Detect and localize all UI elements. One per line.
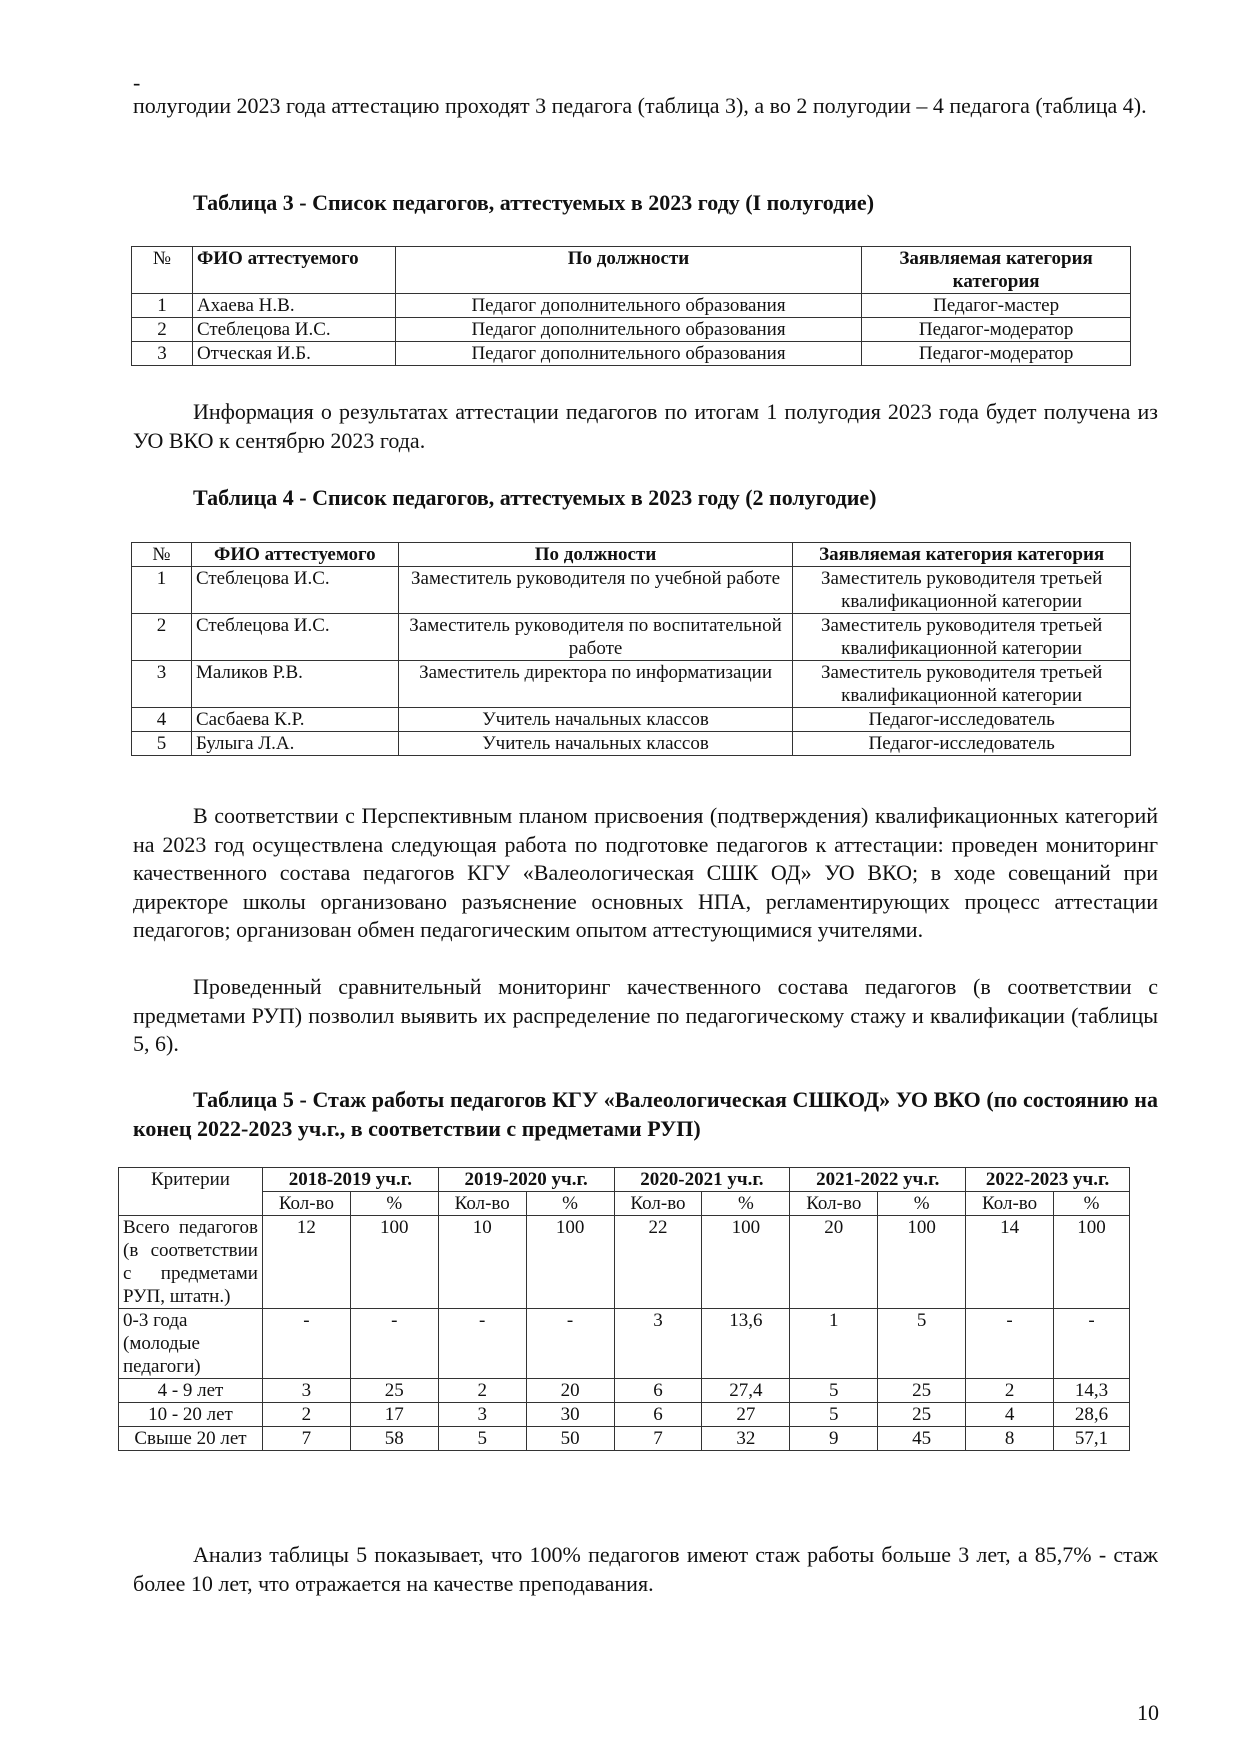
table-cell: 100: [350, 1216, 438, 1309]
table5-subheader: Кол-во: [262, 1192, 350, 1216]
table-cell: Заместитель руководителя третьей квалификационной категории: [793, 661, 1131, 708]
row-label: 4 - 9 лет: [119, 1379, 263, 1403]
table-cell: 7: [614, 1427, 702, 1451]
table3-caption: Таблица 3 - Список педагогов, аттестуемых в 2023 году (I полугодие): [193, 190, 875, 215]
table5-caption: Таблица 5 - Стаж работы педагогов КГУ «Валеологическая СШКОД» УО ВКО (по состоянию на конец 2022-2023 уч.г., в соответствии с предметами РУП): [133, 1087, 1158, 1141]
intro-paragraph: полугодии 2023 года аттестацию проходят 3 педагога (таблица 3), а во 2 полугодии – 4 педагога (таблица 4).: [133, 93, 1147, 118]
table-row: [119, 1379, 1130, 1403]
table-cell: Заместитель руководителя третьей квалификационной категории: [793, 567, 1131, 614]
table4-header-cell: Заявляемая категория категория: [793, 543, 1131, 567]
table5-criteria-header: Критерии: [119, 1168, 263, 1216]
table3-header-cell: По должности: [395, 247, 861, 294]
table-cell: 27: [702, 1403, 790, 1427]
table-cell: Педагог дополнительного образования: [395, 294, 861, 318]
table3: [131, 246, 1131, 366]
table-cell: Педагог-модератор: [862, 318, 1131, 342]
table5-subheader: Кол-во: [614, 1192, 702, 1216]
table-cell: 28,6: [1054, 1403, 1130, 1427]
table-cell: 17: [350, 1403, 438, 1427]
table4-header-cell: №: [132, 543, 192, 567]
table-cell: 22: [614, 1216, 702, 1309]
table-cell: 14: [966, 1216, 1054, 1309]
table3-header-cell: №: [132, 247, 193, 294]
table-cell: -: [1054, 1309, 1130, 1379]
table5-year-header: 2022-2023 уч.г.: [966, 1168, 1130, 1192]
table-row: [132, 732, 1131, 756]
table-cell: 3: [132, 661, 192, 708]
table-cell: 7: [262, 1427, 350, 1451]
table5-year-header-row: [119, 1168, 1130, 1192]
table4-header-cell: ФИО аттестуемого: [191, 543, 398, 567]
table-row: [132, 614, 1131, 661]
table-cell: 8: [966, 1427, 1054, 1451]
table5-subheader: %: [702, 1192, 790, 1216]
table-cell: Педагог-модератор: [862, 342, 1131, 366]
paragraph-preparation: В соответствии с Перспективным планом присвоения (подтверждения) квалификационных категорий на 2023 год осуществлена следующая работа по подготовке педагогов к аттестации: проведен мониторинг качественного состава педагогов КГУ «Валеологическая СШК ОД» УО ВКО; в ходе совещаний при директоре школы организовано разъяснение основных НПА, регламентирующих процесс аттестации педагогов; организован обмен педагогическим опытом аттестующимися учителями.: [133, 803, 1158, 942]
table-row: [132, 294, 1131, 318]
table-cell: 1: [132, 294, 193, 318]
table5-subheader: Кол-во: [438, 1192, 526, 1216]
table-row: [132, 318, 1131, 342]
table-cell: -: [966, 1309, 1054, 1379]
table-cell: 6: [614, 1379, 702, 1403]
table-cell: Отческая И.Б.: [192, 342, 395, 366]
table-cell: Педагог-исследователь: [793, 732, 1131, 756]
table-row: [132, 567, 1131, 614]
table5-year-header: 2019-2020 уч.г.: [438, 1168, 614, 1192]
row-label: 10 - 20 лет: [119, 1403, 263, 1427]
table-cell: 5: [132, 732, 192, 756]
table-cell: 27,4: [702, 1379, 790, 1403]
table3-header-cell: Заявляемая категория категория: [862, 247, 1131, 294]
table-cell: 1: [790, 1309, 878, 1379]
table-cell: 3: [262, 1379, 350, 1403]
table5-subheader: %: [1054, 1192, 1130, 1216]
table-cell: Заместитель руководителя третьей квалификационной категории: [793, 614, 1131, 661]
table-cell: 30: [526, 1403, 614, 1427]
table-cell: 100: [1054, 1216, 1130, 1309]
table-cell: Педагог дополнительного образования: [395, 342, 861, 366]
table-cell: 6: [614, 1403, 702, 1427]
table-cell: Маликов Р.В.: [191, 661, 398, 708]
table-row: [119, 1216, 1130, 1309]
table-row: [132, 661, 1131, 708]
table-cell: 5: [878, 1309, 966, 1379]
table-cell: 100: [878, 1216, 966, 1309]
table-cell: Учитель начальных классов: [398, 708, 793, 732]
table-cell: -: [262, 1309, 350, 1379]
table-cell: Учитель начальных классов: [398, 732, 793, 756]
table5-subheader: %: [350, 1192, 438, 1216]
table-cell: 50: [526, 1427, 614, 1451]
table4-header-cell: По должности: [398, 543, 793, 567]
table-row: [132, 708, 1131, 732]
table-cell: 12: [262, 1216, 350, 1309]
table-cell: Ахаева Н.В.: [192, 294, 395, 318]
table-cell: 45: [878, 1427, 966, 1451]
table-cell: 2: [262, 1403, 350, 1427]
table-cell: 14,3: [1054, 1379, 1130, 1403]
table-cell: 58: [350, 1427, 438, 1451]
table-cell: 57,1: [1054, 1427, 1130, 1451]
table-cell: Стеблецова И.С.: [191, 614, 398, 661]
table-cell: Педагог-исследователь: [793, 708, 1131, 732]
table-cell: Сасбаева К.Р.: [191, 708, 398, 732]
table5-year-header: 2018-2019 уч.г.: [262, 1168, 438, 1192]
table5-year-header: 2021-2022 уч.г.: [790, 1168, 966, 1192]
table-cell: 3: [438, 1403, 526, 1427]
table4: [131, 542, 1131, 756]
table-cell: Булыга Л.А.: [191, 732, 398, 756]
table-cell: 4: [132, 708, 192, 732]
table-cell: Стеблецова И.С.: [192, 318, 395, 342]
table-cell: Стеблецова И.С.: [191, 567, 398, 614]
table-row: [119, 1427, 1130, 1451]
table-cell: -: [350, 1309, 438, 1379]
table-cell: 10: [438, 1216, 526, 1309]
table3-header-row: [132, 247, 1131, 294]
table-cell: 20: [790, 1216, 878, 1309]
table5-subheader: %: [878, 1192, 966, 1216]
table-cell: 13,6: [702, 1309, 790, 1379]
table-cell: 4: [966, 1403, 1054, 1427]
table-cell: 2: [132, 614, 192, 661]
table-cell: 1: [132, 567, 192, 614]
table-cell: Заместитель руководителя по учебной работе: [398, 567, 793, 614]
table-cell: 25: [350, 1379, 438, 1403]
paragraph-monitoring: Проведенный сравнительный мониторинг качественного состава педагогов (в соответствии с предметами РУП) позволил выявить их распределение по педагогическому стажу и квалификации (таблицы 5, 6).: [133, 974, 1158, 1056]
table-cell: Заместитель руководителя по воспитательной работе: [398, 614, 793, 661]
row-label: Всего педагогов (в соответствии с предметами РУП, штатн.): [119, 1216, 263, 1309]
table-cell: Педагог-мастер: [862, 294, 1131, 318]
table-cell: -: [526, 1309, 614, 1379]
table-cell: 100: [526, 1216, 614, 1309]
table-cell: 32: [702, 1427, 790, 1451]
table-cell: 20: [526, 1379, 614, 1403]
leading-dash: -: [133, 70, 141, 95]
table-cell: 9: [790, 1427, 878, 1451]
table-row: [119, 1403, 1130, 1427]
analysis-paragraph: Анализ таблицы 5 показывает, что 100% педагогов имеют стаж работы больше 3 лет, а 85,7% - стаж более 10 лет, что отражается на качестве преподавания.: [133, 1542, 1158, 1596]
table-cell: 5: [790, 1379, 878, 1403]
table-cell: 2: [966, 1379, 1054, 1403]
table5-subheader: Кол-во: [790, 1192, 878, 1216]
table5-subheader-row: [119, 1192, 1130, 1216]
table5-subheader: Кол-во: [966, 1192, 1054, 1216]
table-cell: 2: [438, 1379, 526, 1403]
table-cell: 3: [614, 1309, 702, 1379]
info-paragraph: Информация о результатах аттестации педагогов по итогам 1 полугодия 2023 года будет получена из УО ВКО к сентябрю 2023 года.: [133, 399, 1158, 453]
table-cell: 25: [878, 1379, 966, 1403]
row-label: 0-3 года (молодые педагоги): [119, 1309, 263, 1379]
table-cell: 2: [132, 318, 193, 342]
table5-subheader: %: [526, 1192, 614, 1216]
table-row: [119, 1309, 1130, 1379]
table-cell: -: [438, 1309, 526, 1379]
table-row: [132, 342, 1131, 366]
table-cell: 100: [702, 1216, 790, 1309]
table5-year-header: 2020-2021 уч.г.: [614, 1168, 790, 1192]
table4-caption: Таблица 4 - Список педагогов, аттестуемых в 2023 году (2 полугодие): [193, 485, 877, 510]
table-cell: Заместитель директора по информатизации: [398, 661, 793, 708]
table3-header-cell: ФИО аттестуемого: [192, 247, 395, 294]
table-cell: 5: [438, 1427, 526, 1451]
table-cell: 25: [878, 1403, 966, 1427]
table5: [118, 1167, 1130, 1451]
row-label: Свыше 20 лет: [119, 1427, 263, 1451]
table-cell: 5: [790, 1403, 878, 1427]
table-cell: 3: [132, 342, 193, 366]
page-number: 10: [1137, 1700, 1159, 1725]
table4-header-row: [132, 543, 1131, 567]
table-cell: Педагог дополнительного образования: [395, 318, 861, 342]
